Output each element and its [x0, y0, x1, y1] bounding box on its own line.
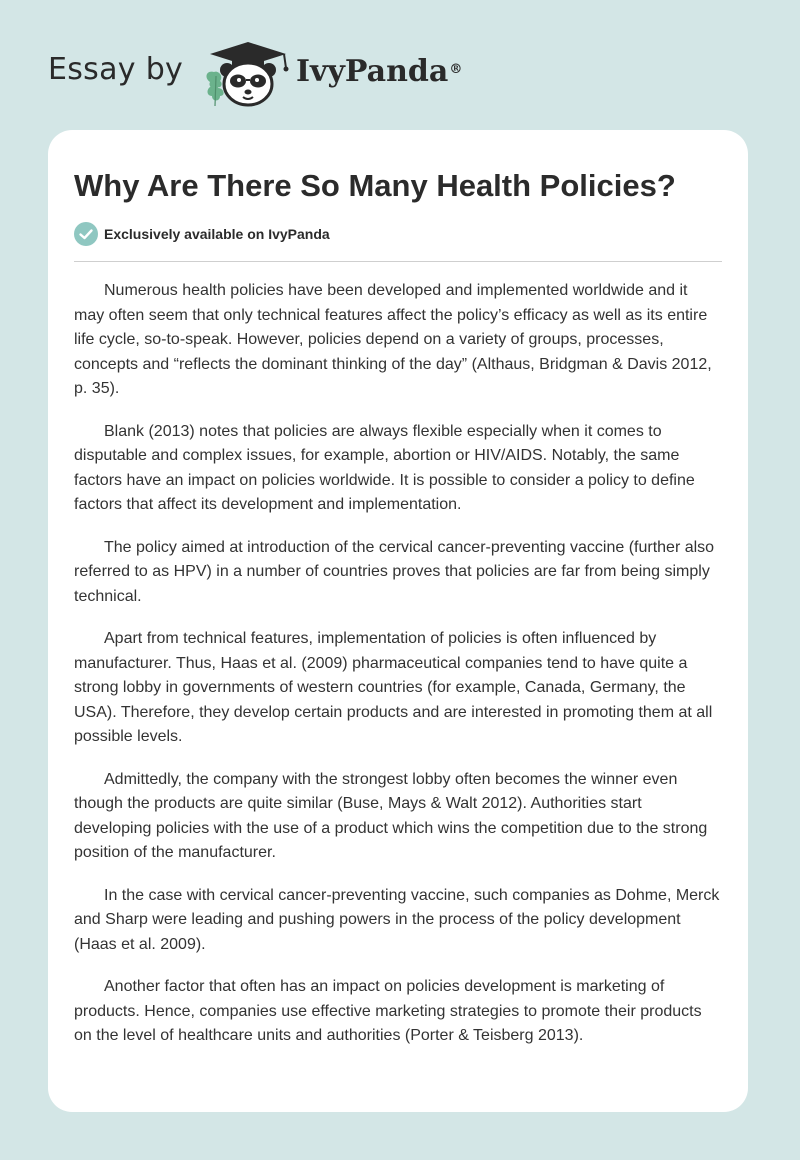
divider: [74, 261, 722, 262]
registered-mark: ®: [449, 62, 463, 77]
exclusive-badge-label: Exclusively available on IvyPanda: [104, 226, 330, 242]
paragraph: In the case with cervical cancer-preventing vaccine, such companies as Dohme, Merck and Sharp were leading and pushing powers in the process of the policy development (Haas et al. 2009).: [74, 886, 720, 953]
paragraph: Another factor that often has an impact on policies development is marketing of products. Hence, companies use effective marketing strategies to promote their products on the level of healthcare units and authorities (Porter & Teisberg 2013).: [74, 978, 702, 1044]
exclusive-badge: [74, 222, 330, 246]
essay-card: [48, 130, 748, 1112]
check-circle-icon: [74, 222, 98, 246]
paragraph: The policy aimed at introduction of the cervical cancer-preventing vaccine (further also referred to as HPV) in a number of countries proves that policies are far from being simply technical.: [74, 538, 715, 605]
page-title: Why Are There So Many Health Policies?: [74, 168, 676, 203]
ivy-leaf-icon: [207, 72, 224, 106]
essay-body: [74, 279, 722, 1067]
paragraph: Apart from technical features, implementation of policies is often influenced by manufacturer. Thus, Haas et al. (2009) pharmaceutical companies tend to have quite a strong lobby in governments of western countries (for example, Canada, Germany, the USA). Therefore, they develop certain products and are interested in promoting them at all possible levels.: [74, 630, 713, 745]
essay-by-label: Essay by: [48, 52, 184, 87]
paragraph: Admittedly, the company with the strongest lobby often becomes the winner even though the products are quite similar (Buse, Mays & Walt 2012). Authorities start developing policies with the use of a product which wins the competition due to the strong position of the manufacturer.: [74, 770, 708, 861]
panda-graduate-icon[interactable]: [200, 36, 292, 108]
paragraph: Numerous health policies have been developed and implemented worldwide and it may often seem that only technical features affect the policy’s efficacy as well as its entire life cycle, so-to-speak. However, policies depend on a variety of groups, processes, concepts and “reflects the dominant thinking of the day” (Althaus, Bridgman & Davis 2012, p. 35).: [74, 282, 712, 397]
paragraph: Blank (2013) notes that policies are always flexible especially when it comes to disputable and complex issues, for example, abortion or HIV/AIDS. Notably, the same factors have an impact on policies worldwide. It is possible to consider a policy to define factors that affect its development and implementation.: [74, 422, 695, 513]
site-header: [0, 0, 800, 120]
brand-name: IvyPanda: [296, 54, 449, 89]
brand-logo-text[interactable]: [296, 52, 462, 92]
